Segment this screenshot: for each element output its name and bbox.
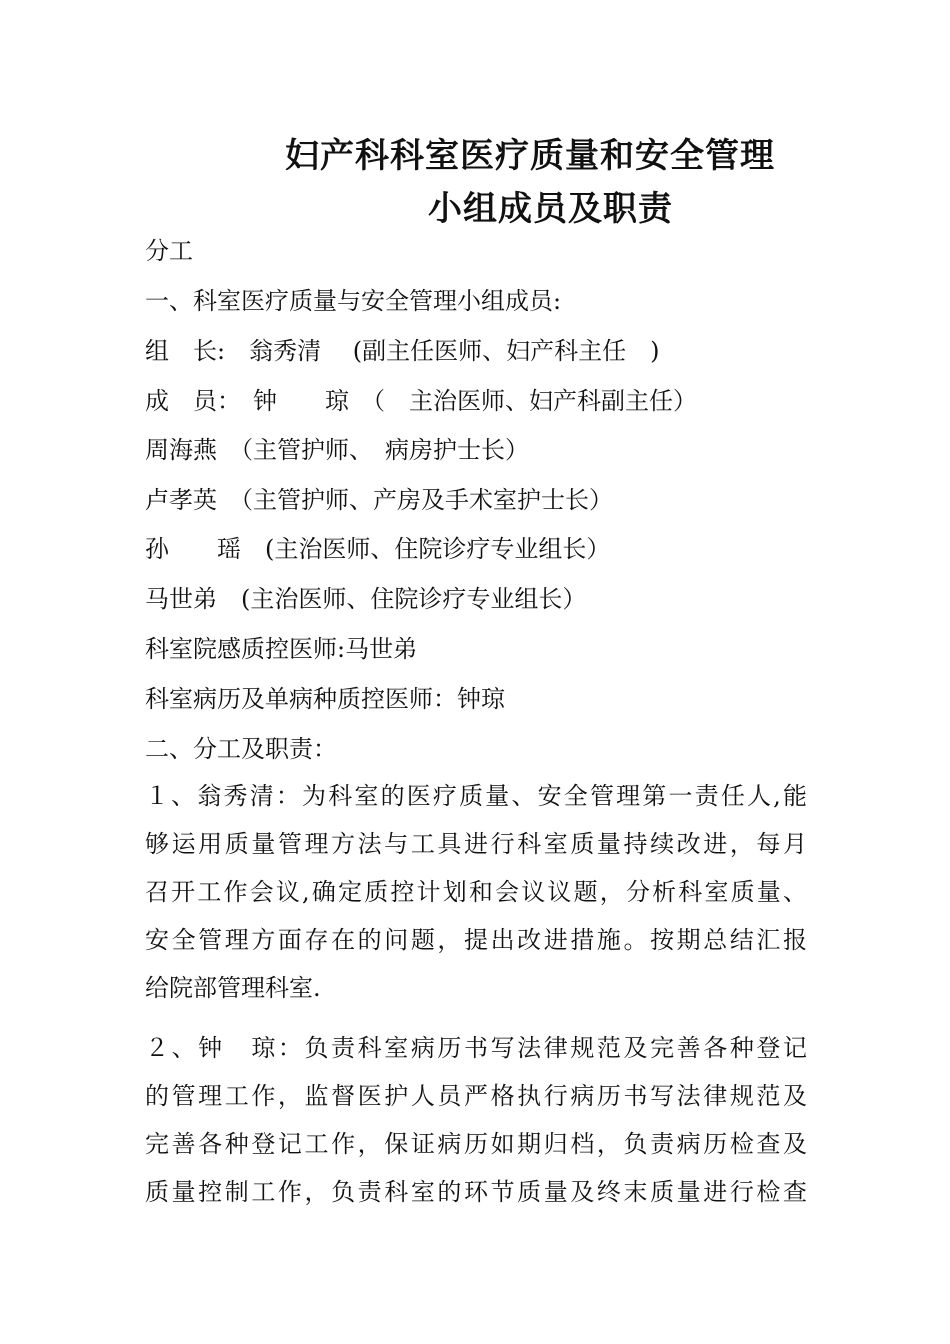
member-sun-yao: 孙 瑶 (主治医师、住院诊疗专业组长） [145, 535, 611, 563]
duty-1-line: 安全管理方面存在的问题，提出改进措施。按期总结汇报 [145, 926, 807, 954]
duty-paragraph-2 [145, 1024, 807, 1216]
duty-2-line: 质量控制工作，负责科室的环节质量及终末质量进行检查 [145, 1178, 807, 1206]
member-lu-xiaoying: 卢孝英 （主管护师、产房及手术室护士长） [145, 486, 613, 514]
document-title-line-1: 妇产科科室医疗质量和安全管理 [285, 136, 775, 176]
document-title-line-2: 小组成员及职责 [428, 189, 673, 229]
member-zhong-qiong: 成 员： 钟 琼 （ 主治医师、妇产科副主任） [145, 387, 697, 415]
duty-1-line: １、翁秀清：为科室的医疗质量、安全管理第一责任人,能 [145, 782, 807, 810]
duty-1-line: 给院部管理科室. [145, 974, 321, 1002]
duty-1-line: 够运用质量管理方法与工具进行科室质量持续改进，每月 [145, 830, 807, 858]
duty-2-line: 的管理工作，监督医护人员严格执行病历书写法律规范及 [145, 1082, 807, 1110]
member-leader: 组 长: 翁秀清 (副主任医师、妇产科主任 ) [145, 337, 660, 365]
section-label-division: 分工 [145, 237, 193, 265]
duty-2-line: ２、钟 琼：负责科室病历书写法律规范及完善各种登记 [145, 1034, 807, 1062]
member-zhou-haiyan: 周海燕 （主管护师、 病房护士长） [145, 436, 529, 464]
section-heading-duties: 二、分工及职责： [145, 735, 337, 763]
medical-record-control-doctor: 科室病历及单病种质控医师：钟琼 [145, 685, 505, 713]
duty-paragraph-1 [145, 772, 807, 1012]
member-ma-shidi: 马世弟 (主治医师、住院诊疗专业组长） [145, 585, 587, 613]
duty-1-line: 召开工作会议,确定质控计划和会议议题，分析科室质量、 [145, 878, 807, 906]
duty-2-line: 完善各种登记工作，保证病历如期归档，负责病历检查及 [145, 1130, 807, 1158]
section-heading-members: 一、科室医疗质量与安全管理小组成员: [145, 287, 562, 315]
infection-control-doctor: 科室院感质控医师:马世弟 [145, 635, 418, 663]
